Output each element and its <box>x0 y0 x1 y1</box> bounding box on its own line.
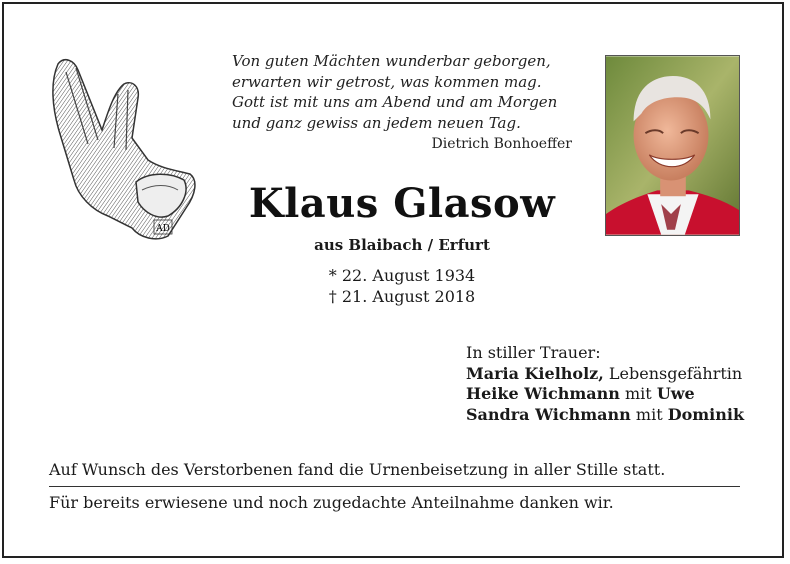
birth-date: * 22. August 1934 <box>328 266 476 285</box>
divider <box>49 486 740 487</box>
deceased-name: Klaus Glasow <box>248 180 556 227</box>
portrait-photo <box>605 55 740 236</box>
mourner-entry <box>466 405 766 426</box>
poem-line: erwarten wir getrost, was kommen mag. <box>232 72 542 91</box>
life-dates <box>232 265 572 307</box>
mourner-name: Sandra Wichmann <box>466 404 631 424</box>
mourner-name: Maria Kielholz, <box>466 363 604 383</box>
svg-text:AD: AD <box>156 224 170 234</box>
mourner-relation: Lebensgefährtin <box>603 363 743 383</box>
death-date: † 21. August 2018 <box>328 287 476 306</box>
mourner-relation: mit <box>630 404 668 424</box>
mourner-name: Uwe <box>656 384 695 403</box>
mourner-name: Heike Wichmann <box>466 384 620 403</box>
mourners <box>466 343 766 425</box>
praying-hands-image <box>44 52 200 244</box>
thanks-note: Für bereits erwiesene und noch zugedachte Anteilnahme danken wir. <box>49 493 614 512</box>
mourner-relation: mit <box>619 384 657 403</box>
poem-line: Gott ist mit uns am Abend und am Morgen <box>232 93 558 111</box>
poem-line: Von guten Mächten wunderbar geborgen, <box>232 52 551 70</box>
poem-author: Dietrich Bonhoeffer <box>431 136 572 152</box>
poem <box>232 51 572 155</box>
poem-line: und ganz gewiss an jedem neuen Tag. <box>232 113 521 132</box>
mourner-entry <box>466 384 766 405</box>
mourner-entry <box>466 364 766 385</box>
burial-note: Auf Wunsch des Verstorbenen fand die Urnenbeisetzung in aller Stille statt. <box>49 460 666 479</box>
mourner-name: Dominik <box>667 404 745 424</box>
deceased-origin: aus Blaibach / Erfurt <box>314 236 490 254</box>
mourners-intro: In stiller Trauer: <box>466 343 601 362</box>
